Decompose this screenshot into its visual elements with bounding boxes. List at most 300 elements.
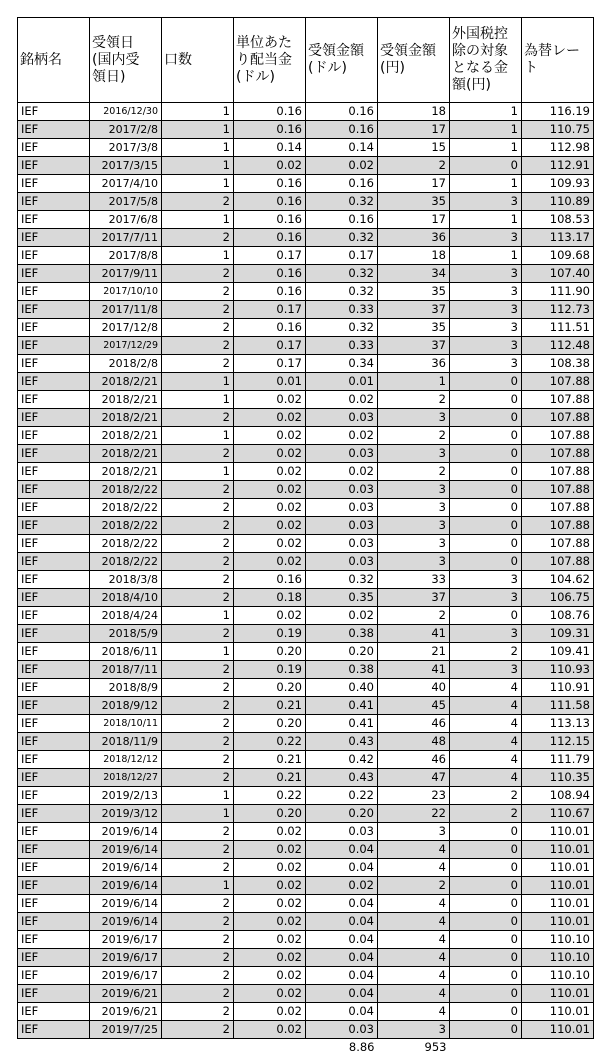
cell-exchange-rate: 111.79 — [522, 751, 594, 769]
cell-ticker: IEF — [18, 841, 90, 859]
cell-units: 1 — [162, 103, 234, 121]
cell-amount-jpy: 33 — [378, 571, 450, 589]
cell-foreign-tax-credit: 0 — [450, 409, 522, 427]
cell-exchange-rate: 112.48 — [522, 337, 594, 355]
cell-dividend-per-unit: 0.02 — [234, 985, 306, 1003]
cell-units: 2 — [162, 229, 234, 247]
cell-foreign-tax-credit: 0 — [450, 949, 522, 967]
cell-amount-usd: 0.17 — [306, 247, 378, 265]
cell-foreign-tax-credit: 0 — [450, 463, 522, 481]
cell-foreign-tax-credit: 4 — [450, 715, 522, 733]
cell-amount-jpy: 34 — [378, 265, 450, 283]
cell-amount-usd: 0.34 — [306, 355, 378, 373]
cell-exchange-rate: 110.01 — [522, 1021, 594, 1039]
cell-units: 2 — [162, 535, 234, 553]
cell-units: 1 — [162, 805, 234, 823]
cell-dividend-per-unit: 0.16 — [234, 211, 306, 229]
cell-foreign-tax-credit: 3 — [450, 193, 522, 211]
cell-amount-jpy: 36 — [378, 229, 450, 247]
cell-dividend-per-unit: 0.02 — [234, 391, 306, 409]
cell-amount-jpy: 3 — [378, 481, 450, 499]
cell-receipt-date: 2017/2/8 — [90, 121, 162, 139]
cell-ticker: IEF — [18, 967, 90, 985]
cell-ticker: IEF — [18, 391, 90, 409]
table-row — [18, 661, 594, 679]
cell-receipt-date: 2017/12/29 — [90, 337, 162, 355]
cell-foreign-tax-credit: 0 — [450, 445, 522, 463]
cell-amount-usd: 0.03 — [306, 499, 378, 517]
cell-exchange-rate: 107.88 — [522, 499, 594, 517]
cell-ticker: IEF — [18, 751, 90, 769]
cell-ticker: IEF — [18, 229, 90, 247]
cell-exchange-rate: 107.88 — [522, 427, 594, 445]
cell-amount-jpy: 46 — [378, 751, 450, 769]
cell-units: 2 — [162, 193, 234, 211]
cell-units: 2 — [162, 1003, 234, 1021]
cell-exchange-rate: 109.68 — [522, 247, 594, 265]
cell-foreign-tax-credit: 2 — [450, 643, 522, 661]
cell-units: 1 — [162, 175, 234, 193]
cell-foreign-tax-credit: 1 — [450, 247, 522, 265]
table-row — [18, 499, 594, 517]
cell-units: 1 — [162, 211, 234, 229]
cell-ticker: IEF — [18, 139, 90, 157]
table-row — [18, 193, 594, 211]
cell-receipt-date: 2018/2/21 — [90, 373, 162, 391]
cell-dividend-per-unit: 0.16 — [234, 265, 306, 283]
cell-units: 2 — [162, 553, 234, 571]
table-row — [18, 751, 594, 769]
table-row — [18, 913, 594, 931]
cell-dividend-per-unit: 0.02 — [234, 895, 306, 913]
header-row — [18, 18, 594, 103]
cell-amount-jpy: 48 — [378, 733, 450, 751]
cell-receipt-date: 2017/8/8 — [90, 247, 162, 265]
cell-dividend-per-unit: 0.16 — [234, 319, 306, 337]
cell-foreign-tax-credit: 3 — [450, 229, 522, 247]
cell-ticker: IEF — [18, 913, 90, 931]
cell-receipt-date: 2017/3/8 — [90, 139, 162, 157]
cell-ticker: IEF — [18, 283, 90, 301]
cell-amount-jpy: 35 — [378, 193, 450, 211]
table-row — [18, 175, 594, 193]
cell-foreign-tax-credit: 0 — [450, 373, 522, 391]
table-row — [18, 931, 594, 949]
cell-receipt-date: 2019/6/21 — [90, 1003, 162, 1021]
cell-receipt-date: 2017/3/15 — [90, 157, 162, 175]
cell-dividend-per-unit: 0.02 — [234, 427, 306, 445]
cell-receipt-date: 2018/8/9 — [90, 679, 162, 697]
cell-amount-jpy: 37 — [378, 337, 450, 355]
cell-foreign-tax-credit: 4 — [450, 769, 522, 787]
cell-foreign-tax-credit: 3 — [450, 265, 522, 283]
cell-dividend-per-unit: 0.02 — [234, 553, 306, 571]
cell-receipt-date: 2018/2/8 — [90, 355, 162, 373]
cell-foreign-tax-credit: 4 — [450, 697, 522, 715]
cell-ticker: IEF — [18, 661, 90, 679]
cell-amount-usd: 0.16 — [306, 103, 378, 121]
table-row — [18, 949, 594, 967]
cell-units: 1 — [162, 157, 234, 175]
cell-dividend-per-unit: 0.19 — [234, 625, 306, 643]
table-row — [18, 229, 594, 247]
cell-dividend-per-unit: 0.16 — [234, 103, 306, 121]
cell-ticker: IEF — [18, 931, 90, 949]
cell-exchange-rate: 110.67 — [522, 805, 594, 823]
cell-foreign-tax-credit: 0 — [450, 517, 522, 535]
table-row — [18, 1003, 594, 1021]
table-row — [18, 355, 594, 373]
cell-receipt-date: 2018/4/10 — [90, 589, 162, 607]
cell-dividend-per-unit: 0.02 — [234, 841, 306, 859]
cell-foreign-tax-credit: 3 — [450, 571, 522, 589]
cell-exchange-rate: 110.10 — [522, 949, 594, 967]
cell-ticker: IEF — [18, 985, 90, 1003]
cell-receipt-date: 2018/2/22 — [90, 553, 162, 571]
cell-amount-usd: 0.22 — [306, 787, 378, 805]
cell-exchange-rate: 110.01 — [522, 895, 594, 913]
cell-units: 2 — [162, 697, 234, 715]
cell-units: 2 — [162, 859, 234, 877]
cell-foreign-tax-credit: 0 — [450, 985, 522, 1003]
dividend-table — [17, 17, 594, 1056]
cell-dividend-per-unit: 0.22 — [234, 733, 306, 751]
cell-receipt-date: 2018/4/24 — [90, 607, 162, 625]
cell-ticker: IEF — [18, 319, 90, 337]
cell-ticker: IEF — [18, 589, 90, 607]
cell-units: 2 — [162, 679, 234, 697]
cell-amount-usd: 0.16 — [306, 121, 378, 139]
cell-dividend-per-unit: 0.02 — [234, 949, 306, 967]
cell-amount-usd: 0.43 — [306, 733, 378, 751]
cell-units: 2 — [162, 265, 234, 283]
cell-amount-jpy: 2 — [378, 427, 450, 445]
header-ticker: 銘柄名 — [18, 18, 90, 103]
cell-exchange-rate: 110.01 — [522, 823, 594, 841]
cell-amount-jpy: 3 — [378, 1021, 450, 1039]
cell-units: 2 — [162, 589, 234, 607]
cell-receipt-date: 2019/6/21 — [90, 985, 162, 1003]
cell-amount-usd: 0.02 — [306, 391, 378, 409]
cell-foreign-tax-credit: 0 — [450, 931, 522, 949]
table-row — [18, 157, 594, 175]
cell-units: 1 — [162, 463, 234, 481]
cell-units: 2 — [162, 733, 234, 751]
cell-units: 2 — [162, 751, 234, 769]
cell-receipt-date: 2016/12/30 — [90, 103, 162, 121]
header-receipt-date: 受領日 (国内受 領日) — [90, 18, 162, 103]
cell-receipt-date: 2018/2/21 — [90, 445, 162, 463]
cell-exchange-rate: 111.51 — [522, 319, 594, 337]
cell-foreign-tax-credit: 0 — [450, 157, 522, 175]
cell-receipt-date: 2017/5/8 — [90, 193, 162, 211]
cell-amount-usd: 0.41 — [306, 715, 378, 733]
cell-amount-jpy: 41 — [378, 661, 450, 679]
cell-amount-usd: 0.03 — [306, 481, 378, 499]
cell-units: 2 — [162, 895, 234, 913]
cell-exchange-rate: 106.75 — [522, 589, 594, 607]
header-exchange-rate: 為替レート — [522, 18, 594, 103]
cell-units: 2 — [162, 571, 234, 589]
cell-ticker: IEF — [18, 337, 90, 355]
cell-foreign-tax-credit: 0 — [450, 607, 522, 625]
cell-receipt-date: 2017/12/8 — [90, 319, 162, 337]
cell-exchange-rate: 107.88 — [522, 535, 594, 553]
cell-amount-usd: 0.03 — [306, 1021, 378, 1039]
cell-amount-jpy: 45 — [378, 697, 450, 715]
cell-receipt-date: 2019/6/17 — [90, 931, 162, 949]
cell-dividend-per-unit: 0.16 — [234, 283, 306, 301]
cell-amount-jpy: 2 — [378, 157, 450, 175]
cell-amount-jpy: 1 — [378, 373, 450, 391]
table-row — [18, 409, 594, 427]
table-row — [18, 769, 594, 787]
cell-amount-jpy: 4 — [378, 859, 450, 877]
cell-units: 1 — [162, 787, 234, 805]
header-units: 口数 — [162, 18, 234, 103]
table-row — [18, 319, 594, 337]
header-dividend-per-unit: 単位あた り配当金 (ドル) — [234, 18, 306, 103]
cell-amount-jpy: 2 — [378, 391, 450, 409]
cell-amount-usd: 0.02 — [306, 157, 378, 175]
cell-foreign-tax-credit: 3 — [450, 661, 522, 679]
cell-ticker: IEF — [18, 733, 90, 751]
cell-receipt-date: 2018/12/27 — [90, 769, 162, 787]
table-row — [18, 967, 594, 985]
table-row — [18, 301, 594, 319]
cell-ticker: IEF — [18, 553, 90, 571]
table-row — [18, 805, 594, 823]
table-row — [18, 427, 594, 445]
cell-units: 2 — [162, 337, 234, 355]
cell-foreign-tax-credit: 0 — [450, 1003, 522, 1021]
cell-exchange-rate: 110.91 — [522, 679, 594, 697]
cell-dividend-per-unit: 0.21 — [234, 769, 306, 787]
table-row — [18, 373, 594, 391]
cell-dividend-per-unit: 0.02 — [234, 877, 306, 895]
cell-amount-jpy: 41 — [378, 625, 450, 643]
cell-exchange-rate: 113.17 — [522, 229, 594, 247]
table-row — [18, 607, 594, 625]
cell-amount-usd: 0.32 — [306, 193, 378, 211]
table-row — [18, 733, 594, 751]
cell-amount-jpy: 2 — [378, 607, 450, 625]
cell-dividend-per-unit: 0.16 — [234, 571, 306, 589]
cell-foreign-tax-credit: 0 — [450, 895, 522, 913]
cell-amount-jpy: 18 — [378, 103, 450, 121]
cell-units: 2 — [162, 355, 234, 373]
cell-receipt-date: 2018/11/9 — [90, 733, 162, 751]
cell-foreign-tax-credit: 3 — [450, 337, 522, 355]
cell-units: 2 — [162, 913, 234, 931]
cell-dividend-per-unit: 0.02 — [234, 157, 306, 175]
cell-exchange-rate: 110.89 — [522, 193, 594, 211]
cell-dividend-per-unit: 0.22 — [234, 787, 306, 805]
cell-ticker: IEF — [18, 211, 90, 229]
cell-ticker: IEF — [18, 625, 90, 643]
cell-units: 2 — [162, 769, 234, 787]
cell-dividend-per-unit: 0.18 — [234, 589, 306, 607]
cell-exchange-rate: 107.88 — [522, 481, 594, 499]
cell-dividend-per-unit: 0.16 — [234, 229, 306, 247]
cell-ticker: IEF — [18, 301, 90, 319]
cell-exchange-rate: 112.73 — [522, 301, 594, 319]
table-row — [18, 247, 594, 265]
cell-units: 2 — [162, 319, 234, 337]
table-row — [18, 103, 594, 121]
cell-amount-usd: 0.38 — [306, 661, 378, 679]
cell-units: 2 — [162, 517, 234, 535]
cell-receipt-date: 2017/6/8 — [90, 211, 162, 229]
cell-receipt-date: 2018/2/22 — [90, 517, 162, 535]
table-row — [18, 697, 594, 715]
cell-amount-usd: 0.40 — [306, 679, 378, 697]
cell-exchange-rate: 109.41 — [522, 643, 594, 661]
cell-dividend-per-unit: 0.02 — [234, 535, 306, 553]
cell-dividend-per-unit: 0.02 — [234, 1021, 306, 1039]
cell-exchange-rate: 116.19 — [522, 103, 594, 121]
cell-amount-jpy: 2 — [378, 877, 450, 895]
cell-amount-usd: 0.04 — [306, 949, 378, 967]
cell-ticker: IEF — [18, 787, 90, 805]
cell-ticker: IEF — [18, 643, 90, 661]
cell-foreign-tax-credit: 0 — [450, 481, 522, 499]
cell-amount-usd: 0.03 — [306, 823, 378, 841]
table-row — [18, 553, 594, 571]
cell-amount-usd: 0.32 — [306, 283, 378, 301]
cell-receipt-date: 2018/2/21 — [90, 391, 162, 409]
cell-receipt-date: 2018/5/9 — [90, 625, 162, 643]
table-row — [18, 481, 594, 499]
cell-ticker: IEF — [18, 103, 90, 121]
cell-foreign-tax-credit: 0 — [450, 841, 522, 859]
cell-units: 2 — [162, 445, 234, 463]
table-row — [18, 715, 594, 733]
cell-receipt-date: 2019/6/14 — [90, 895, 162, 913]
table-row — [18, 265, 594, 283]
cell-foreign-tax-credit: 2 — [450, 787, 522, 805]
cell-units: 1 — [162, 391, 234, 409]
header-amount-jpy: 受領金額 (円) — [378, 18, 450, 103]
cell-ticker: IEF — [18, 949, 90, 967]
cell-foreign-tax-credit: 0 — [450, 859, 522, 877]
totals-row — [18, 1039, 594, 1056]
cell-dividend-per-unit: 0.19 — [234, 661, 306, 679]
cell-dividend-per-unit: 0.02 — [234, 409, 306, 427]
cell-receipt-date: 2018/12/12 — [90, 751, 162, 769]
cell-amount-usd: 0.03 — [306, 445, 378, 463]
table-body — [18, 103, 594, 1039]
table-row — [18, 643, 594, 661]
cell-exchange-rate: 110.10 — [522, 967, 594, 985]
cell-amount-usd: 0.38 — [306, 625, 378, 643]
cell-receipt-date: 2019/6/14 — [90, 823, 162, 841]
cell-receipt-date: 2018/6/11 — [90, 643, 162, 661]
cell-ticker: IEF — [18, 805, 90, 823]
cell-exchange-rate: 113.13 — [522, 715, 594, 733]
cell-ticker: IEF — [18, 823, 90, 841]
cell-amount-jpy: 15 — [378, 139, 450, 157]
cell-dividend-per-unit: 0.20 — [234, 805, 306, 823]
table-row — [18, 877, 594, 895]
cell-amount-usd: 0.20 — [306, 805, 378, 823]
cell-foreign-tax-credit: 3 — [450, 301, 522, 319]
cell-ticker: IEF — [18, 355, 90, 373]
cell-amount-usd: 0.04 — [306, 859, 378, 877]
cell-amount-jpy: 4 — [378, 913, 450, 931]
cell-amount-jpy: 3 — [378, 823, 450, 841]
table-row — [18, 589, 594, 607]
cell-amount-jpy: 17 — [378, 211, 450, 229]
cell-amount-jpy: 3 — [378, 517, 450, 535]
cell-foreign-tax-credit: 0 — [450, 553, 522, 571]
cell-amount-jpy: 22 — [378, 805, 450, 823]
cell-receipt-date: 2019/7/25 — [90, 1021, 162, 1039]
cell-dividend-per-unit: 0.14 — [234, 139, 306, 157]
cell-exchange-rate: 107.88 — [522, 517, 594, 535]
cell-amount-jpy: 4 — [378, 967, 450, 985]
cell-amount-usd: 0.03 — [306, 535, 378, 553]
cell-amount-jpy: 37 — [378, 589, 450, 607]
cell-foreign-tax-credit: 0 — [450, 823, 522, 841]
cell-ticker: IEF — [18, 193, 90, 211]
cell-units: 2 — [162, 967, 234, 985]
cell-units: 2 — [162, 625, 234, 643]
cell-amount-jpy: 3 — [378, 535, 450, 553]
cell-amount-usd: 0.02 — [306, 427, 378, 445]
cell-amount-usd: 0.04 — [306, 913, 378, 931]
cell-ticker: IEF — [18, 463, 90, 481]
cell-amount-jpy: 35 — [378, 319, 450, 337]
cell-ticker: IEF — [18, 175, 90, 193]
cell-exchange-rate: 107.88 — [522, 553, 594, 571]
cell-receipt-date: 2018/7/11 — [90, 661, 162, 679]
cell-exchange-rate: 107.88 — [522, 463, 594, 481]
cell-foreign-tax-credit: 2 — [450, 805, 522, 823]
cell-receipt-date: 2018/10/11 — [90, 715, 162, 733]
cell-amount-jpy: 4 — [378, 895, 450, 913]
cell-units: 2 — [162, 409, 234, 427]
cell-ticker: IEF — [18, 121, 90, 139]
cell-amount-usd: 0.32 — [306, 229, 378, 247]
cell-amount-usd: 0.32 — [306, 265, 378, 283]
cell-amount-jpy: 4 — [378, 931, 450, 949]
cell-dividend-per-unit: 0.17 — [234, 355, 306, 373]
cell-exchange-rate: 108.76 — [522, 607, 594, 625]
cell-amount-usd: 0.04 — [306, 1003, 378, 1021]
cell-amount-jpy: 17 — [378, 175, 450, 193]
cell-receipt-date: 2019/2/13 — [90, 787, 162, 805]
cell-amount-jpy: 36 — [378, 355, 450, 373]
cell-foreign-tax-credit: 0 — [450, 391, 522, 409]
cell-dividend-per-unit: 0.20 — [234, 679, 306, 697]
cell-foreign-tax-credit: 0 — [450, 1021, 522, 1039]
cell-dividend-per-unit: 0.02 — [234, 481, 306, 499]
cell-units: 2 — [162, 1021, 234, 1039]
cell-units: 1 — [162, 139, 234, 157]
cell-receipt-date: 2017/9/11 — [90, 265, 162, 283]
table-row — [18, 823, 594, 841]
cell-dividend-per-unit: 0.20 — [234, 643, 306, 661]
cell-exchange-rate: 110.01 — [522, 913, 594, 931]
cell-ticker: IEF — [18, 859, 90, 877]
cell-exchange-rate: 110.01 — [522, 859, 594, 877]
cell-amount-usd: 0.16 — [306, 211, 378, 229]
cell-amount-usd: 0.02 — [306, 877, 378, 895]
cell-amount-usd: 0.35 — [306, 589, 378, 607]
cell-dividend-per-unit: 0.02 — [234, 463, 306, 481]
cell-amount-jpy: 4 — [378, 949, 450, 967]
